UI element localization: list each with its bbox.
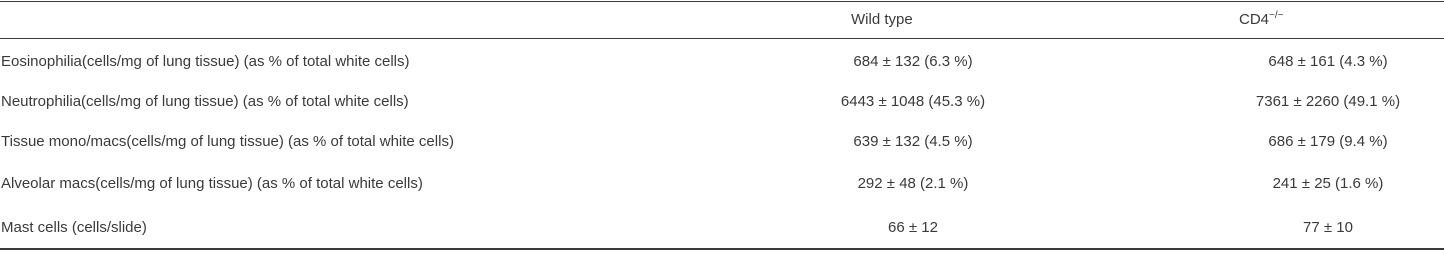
cell-wild-type: 292 ± 48 (2.1 %) (857, 175, 969, 192)
header-cd4 (1239, 10, 1283, 30)
cell-wild-type: 639 ± 132 (4.5 %) (853, 133, 973, 150)
cell-wild-type: 684 ± 132 (6.3 %) (853, 53, 973, 70)
row-label-mast-cells: Mast cells (cells/slide) (1, 219, 147, 236)
table-bottom-rule (0, 248, 1444, 250)
row-label-neutrophilia: Neutrophilia(cells/mg of lung tissue) (as % of total white cells) (1, 93, 409, 110)
cell-cd4: 686 ± 179 (9.4 %) (1268, 133, 1388, 150)
cell-wild-type: 66 ± 12 (888, 219, 938, 236)
row-label-eosinophilia: Eosinophilia(cells/mg of lung tissue) (as % of total white cells) (1, 53, 410, 70)
cell-cd4: 648 ± 161 (4.3 %) (1268, 53, 1388, 70)
table-header-rule (0, 38, 1444, 39)
header-wild-type: Wild type (851, 11, 913, 28)
cell-wild-type: 6443 ± 1048 (45.3 %) (840, 93, 986, 110)
row-label-tissue-mono-macs: Tissue mono/macs(cells/mg of lung tissue) (as % of total white cells) (1, 133, 454, 150)
row-label-alveolar-macs: Alveolar macs(cells/mg of lung tissue) (as % of total white cells) (1, 175, 423, 192)
cell-cd4: 7361 ± 2260 (49.1 %) (1255, 93, 1401, 110)
cell-cd4: 241 ± 25 (1.6 %) (1272, 175, 1384, 192)
table-top-rule (0, 1, 1444, 2)
cell-cd4: 77 ± 10 (1303, 219, 1353, 236)
header-cd4-base: CD4 (1239, 11, 1270, 28)
header-cd4-superscript: −/− (1269, 10, 1284, 21)
